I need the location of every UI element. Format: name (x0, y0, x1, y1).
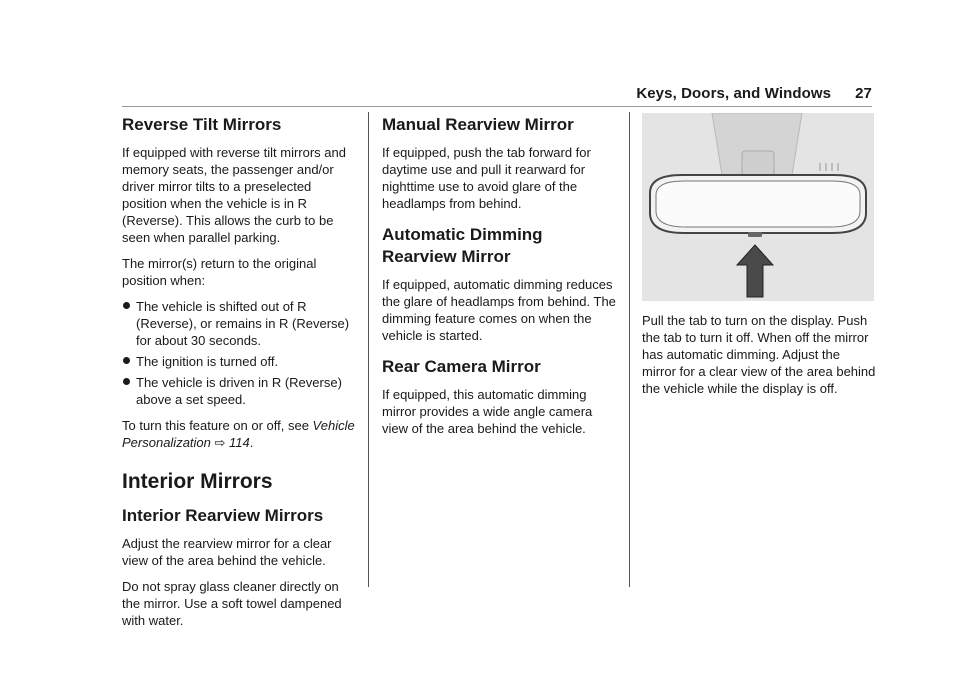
paragraph-reverse-tilt-intro: If equipped with reverse tilt mirrors and memory seats, the passenger and/or driver mirror tilts to a preselected position when the vehicle is in R (Reverse). This allows the curb to be seen when parallel parking. (122, 145, 346, 245)
paragraph-manual-mirror: If equipped, push the tab forward for daytime use and pull it rearward for nighttime use to avoid glare of the headlamps from behind. (382, 145, 591, 211)
column-2 (382, 114, 616, 446)
bullet-item: The vehicle is driven in R (Reverse) above a set speed. (122, 374, 358, 408)
paragraph-glass-cleaner: Do not spray glass cleaner directly on the mirror. Use a soft towel dampened with water. (122, 579, 342, 628)
heading-interior-mirrors: Interior Mirrors (122, 470, 273, 493)
header-rule (122, 106, 872, 107)
column-divider-1 (368, 112, 369, 587)
column-3 (642, 312, 876, 406)
heading-automatic-dimming-mirror: Automatic Dimming Rearview Mirror (382, 225, 543, 266)
paragraph-rear-camera: If equipped, this automatic dimming mirror provides a wide angle camera view of the area behind the vehicle. (382, 387, 593, 436)
paragraph-personalization-ref: To turn this feature on or off, see Vehicle Personalization ⇨ 114. (122, 418, 355, 450)
bullet-item: The ignition is turned off. (122, 353, 358, 370)
bullet-icon (123, 302, 130, 309)
column-divider-2 (629, 112, 630, 587)
cross-reference-link[interactable]: Vehicle Personalization (122, 418, 355, 450)
bullet-list (122, 298, 358, 408)
bullet-item: The vehicle is shifted out of R (Reverse), or remains in R (Reverse) for about 30 seconds. (122, 298, 358, 349)
rearview-mirror-illustration (642, 113, 874, 301)
column-1 (122, 114, 358, 638)
page-ref-number[interactable]: 114 (229, 435, 250, 450)
heading-rear-camera-mirror: Rear Camera Mirror (382, 357, 541, 376)
heading-interior-rearview-mirrors: Interior Rearview Mirrors (122, 506, 324, 525)
header-section-title: Keys, Doors, and Windows (636, 85, 832, 102)
heading-manual-rearview-mirror: Manual Rearview Mirror (382, 115, 574, 134)
paragraph-automatic-dimming: If equipped, automatic dimming reduces the glare of headlamps from behind. The dimming feature comes on when the vehicle is started. (382, 277, 616, 343)
running-header (636, 85, 872, 102)
paragraph-return-condition: The mirror(s) return to the original position when: (122, 256, 317, 288)
page-number: 27 (855, 85, 872, 102)
bullet-icon (123, 357, 130, 364)
bullet-icon (123, 378, 130, 385)
page-ref-arrow-icon: ⇨ (214, 435, 226, 450)
paragraph-camera-display-tab: Pull the tab to turn on the display. Push the tab to turn it off. When off the mirror has automatic dimming. Adjust the mirror for a clear view of the area behind the vehicle while the display is off. (642, 313, 876, 396)
heading-reverse-tilt-mirrors: Reverse Tilt Mirrors (122, 115, 282, 134)
mirror-illustration-svg (642, 113, 874, 301)
paragraph-adjust-rearview: Adjust the rearview mirror for a clear view of the area behind the vehicle. (122, 536, 332, 568)
